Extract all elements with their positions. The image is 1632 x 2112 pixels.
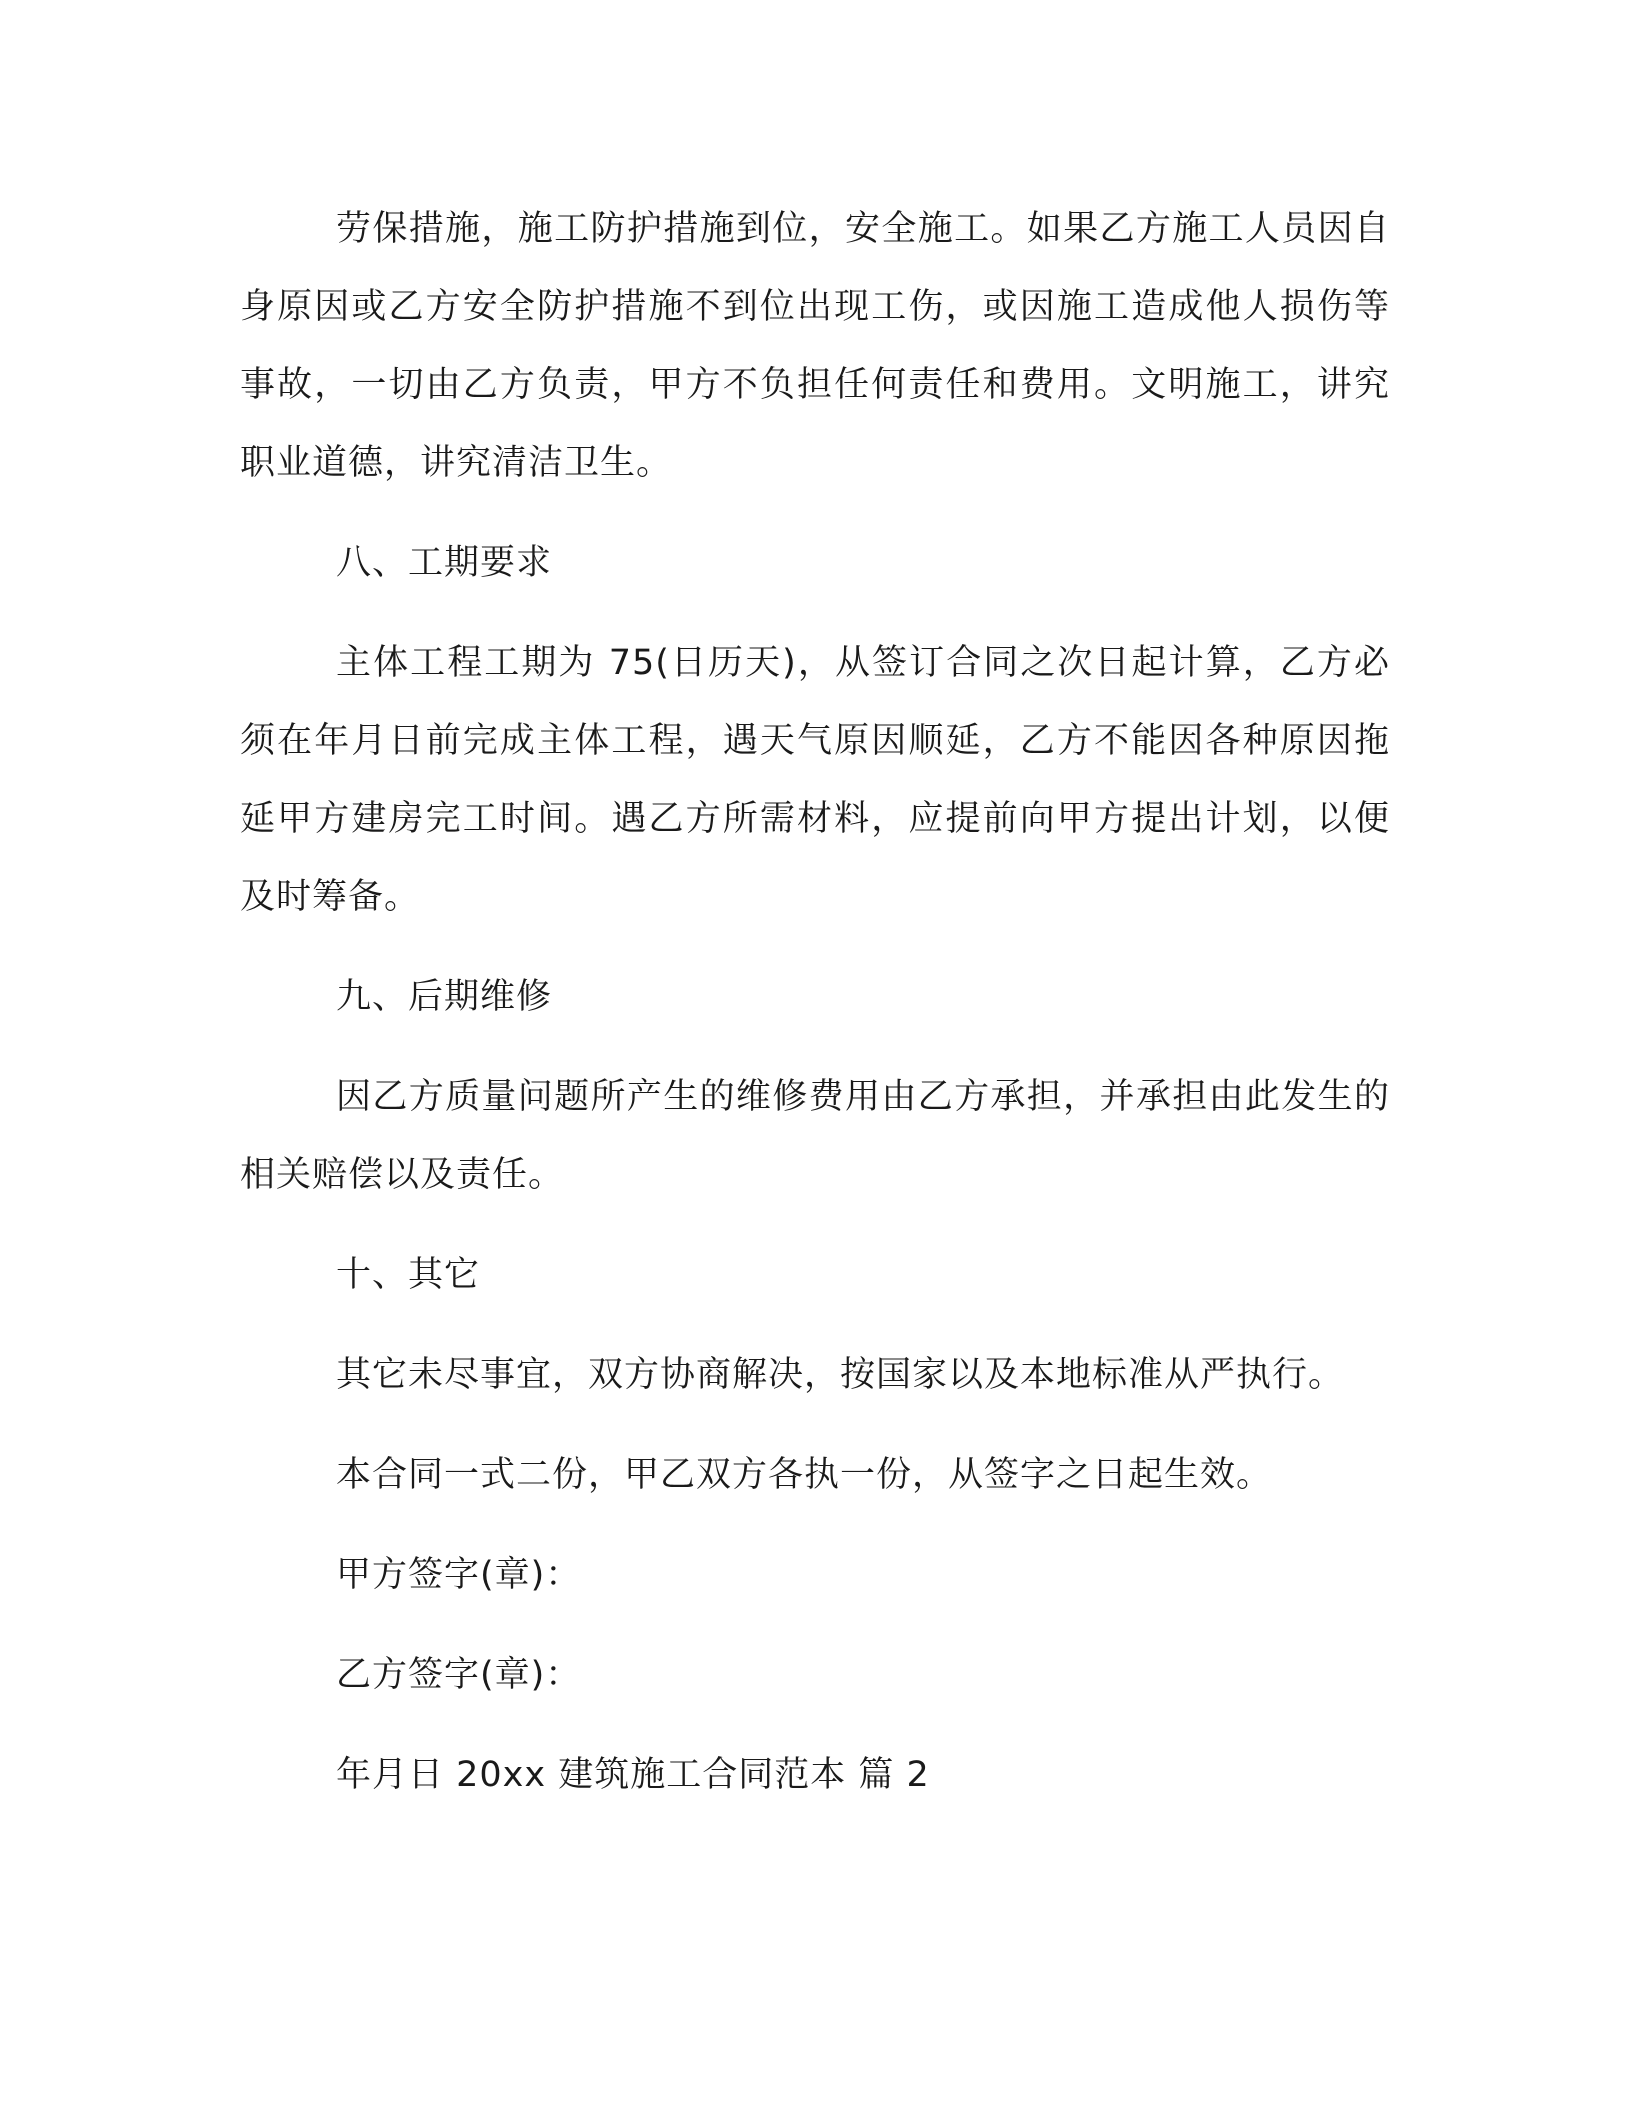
paragraph-safety: 劳保措施，施工防护措施到位，安全施工。如果乙方施工人员因自身原因或乙方安全防护措施不到位出现工伤，或因施工造成他人损伤等事故，一切由乙方负责，甲方不负担任何责任和费用。文明施工，讲究职业道德，讲究清洁卫生。 (240, 209, 1390, 483)
paragraph-other: 其它未尽事宜，双方协商解决，按国家以及本地标准从严执行。 (336, 1355, 1345, 1395)
section-heading-8: 八、工期要求 (336, 543, 553, 583)
section-heading-9: 九、后期维修 (336, 977, 553, 1017)
document-body (240, 190, 1390, 1814)
date-and-next-title: 年月日 20xx 建筑施工合同范本 篇 2 (336, 1755, 930, 1795)
party-a-signature-line: 甲方签字(章)： (336, 1555, 582, 1595)
party-b-signature-line: 乙方签字(章)： (336, 1655, 582, 1695)
paragraph-schedule: 主体工程工期为 75(日历天)，从签订合同之次日起计算，乙方必须在年月日前完成主体工程，遇天气原因顺延，乙方不能因各种原因拖延甲方建房完工时间。遇乙方所需材料，应提前向甲方提出计划，以便及时筹备。 (240, 643, 1390, 917)
section-heading-10: 十、其它 (336, 1255, 481, 1295)
paragraph-maintenance: 因乙方质量问题所产生的维修费用由乙方承担，并承担由此发生的相关赔偿以及责任。 (240, 1077, 1390, 1195)
paragraph-copies: 本合同一式二份，甲乙双方各执一份，从签字之日起生效。 (336, 1455, 1273, 1495)
